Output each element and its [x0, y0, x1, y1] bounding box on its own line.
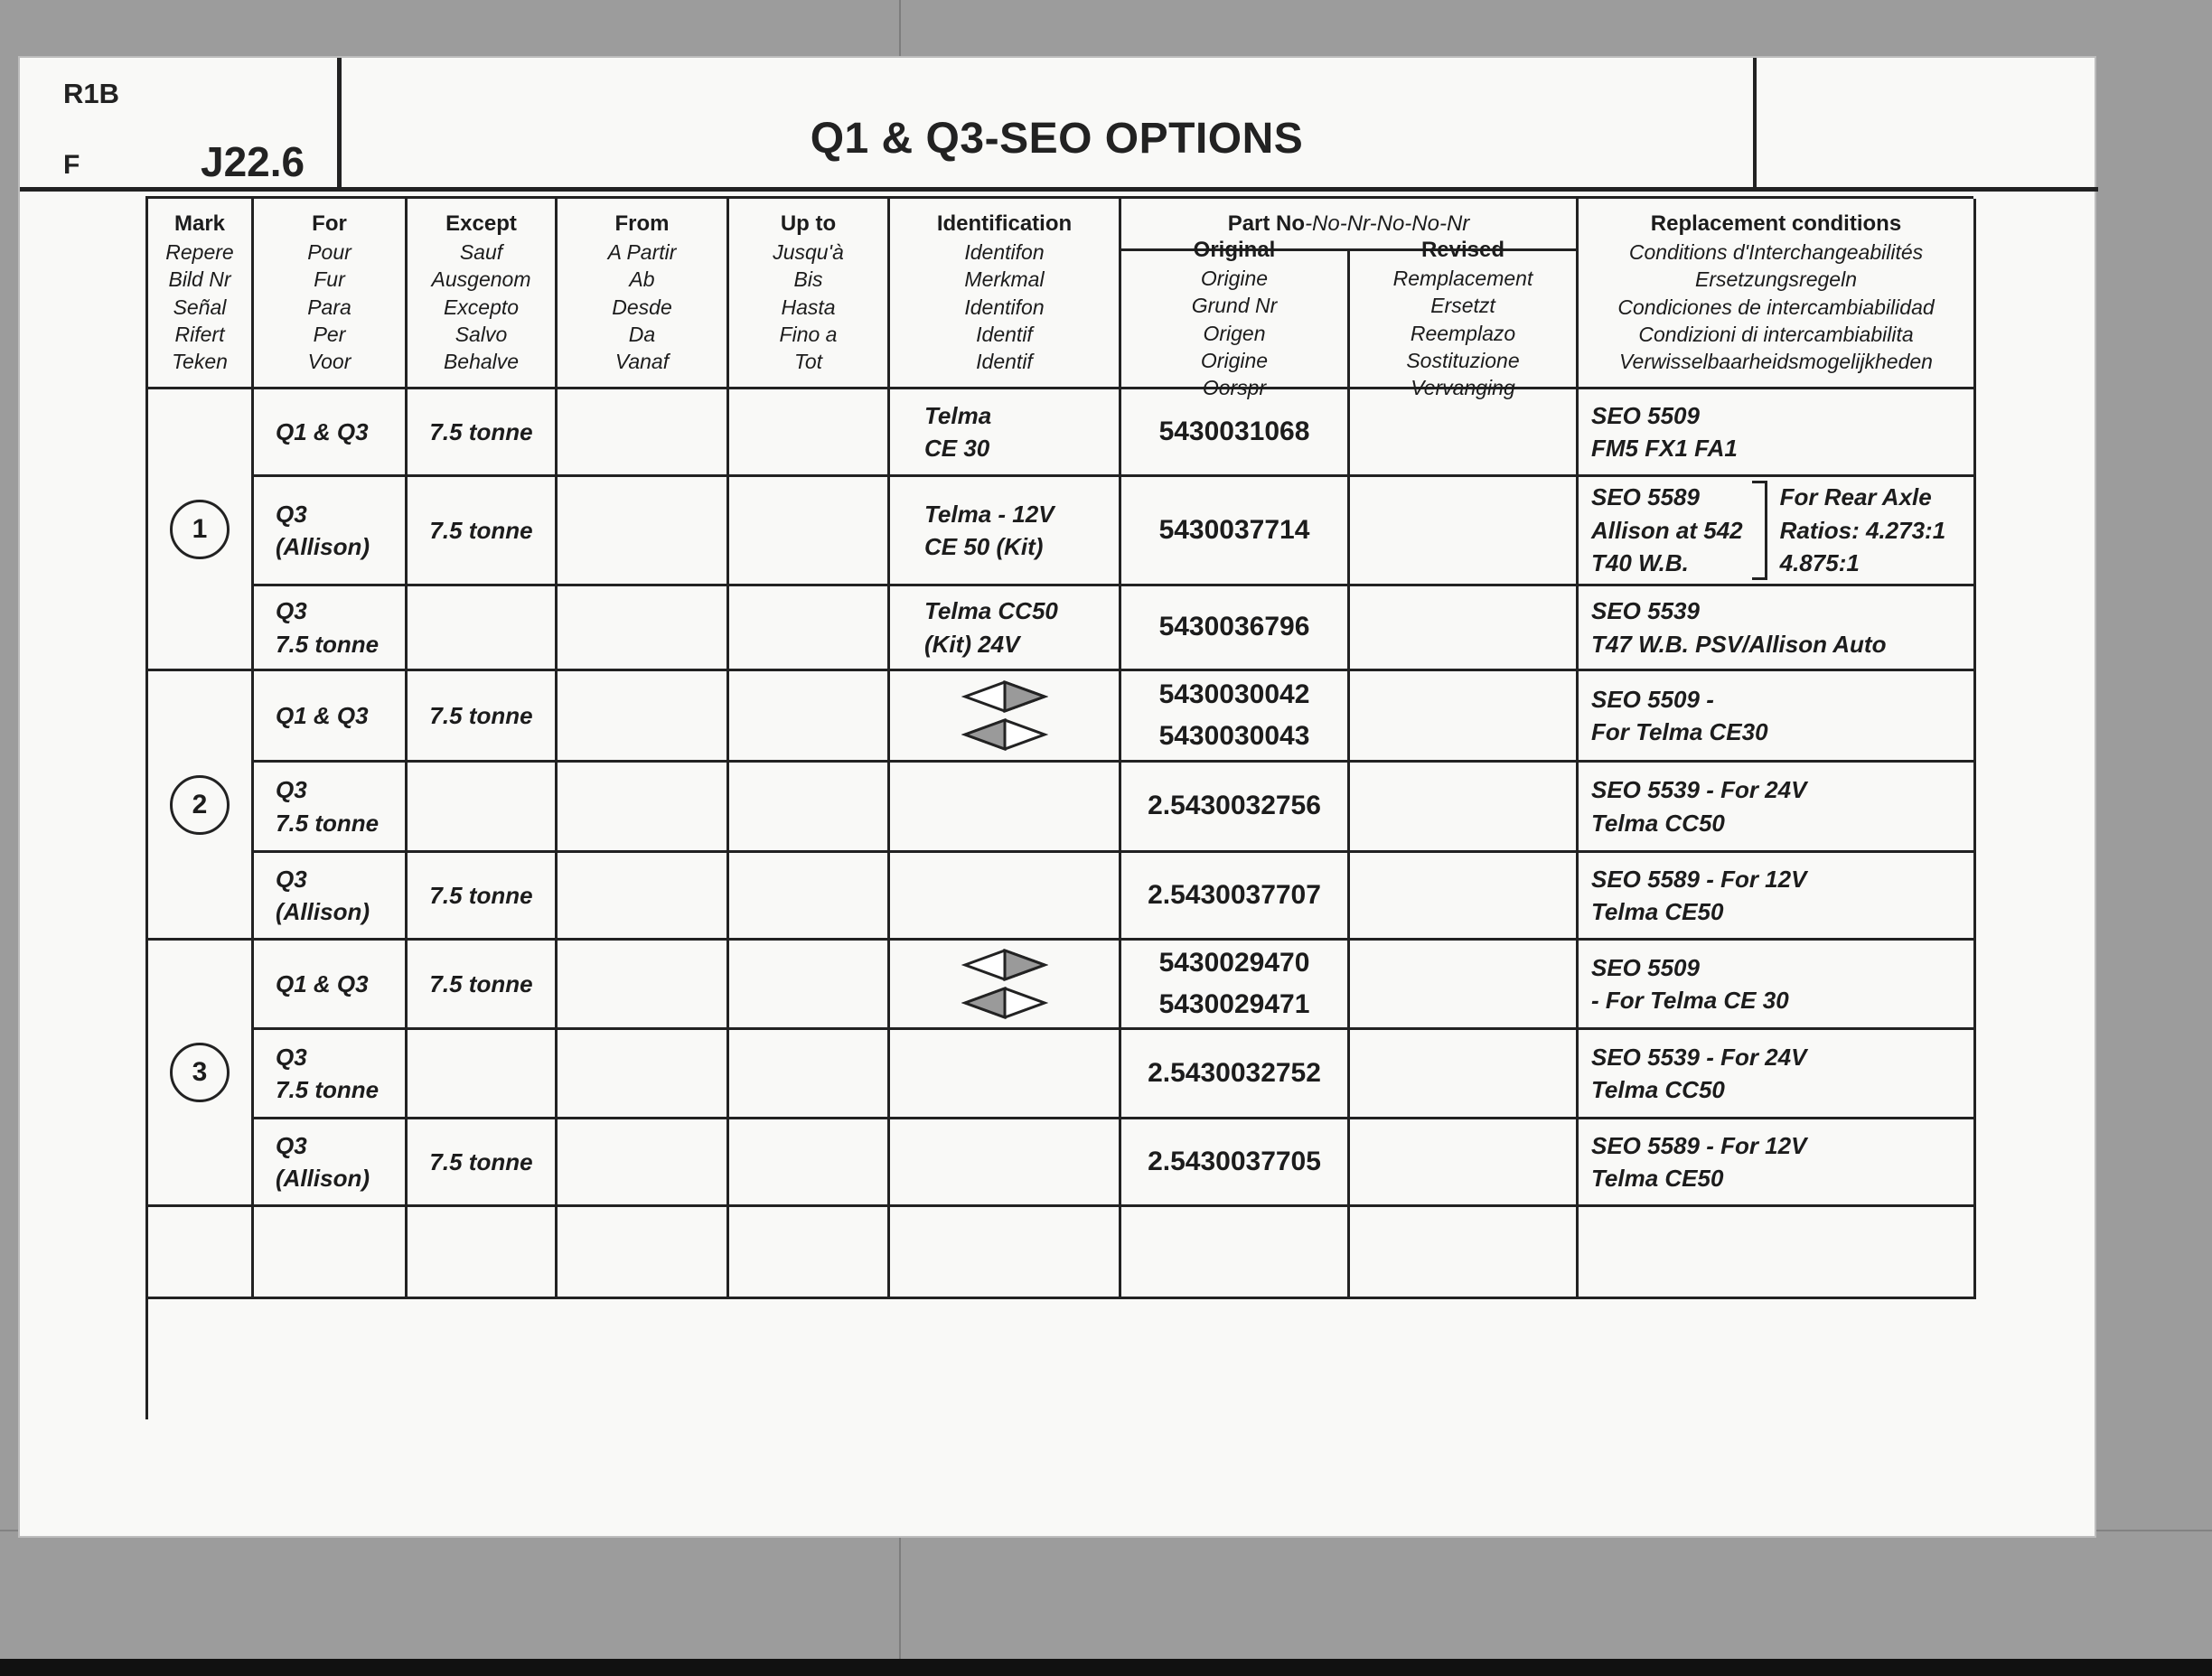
original-part-number-cell: [1121, 671, 1350, 763]
replacement-condition-cell: [1579, 763, 1976, 853]
identification-cell: [890, 763, 1121, 853]
revised-part-number-cell: [1350, 586, 1579, 671]
column-header-title: Revised: [1420, 238, 1505, 263]
column-header-translation: Identifon: [964, 295, 1045, 319]
replacement-condition-text: SEO 5539 - For 24V: [1591, 776, 1807, 804]
from-cell: [558, 1030, 729, 1119]
replacement-condition-text: - For Telma CE 30: [1591, 987, 1789, 1014]
column-header-title: Mark: [173, 211, 226, 237]
for-text: Q3: [276, 1043, 307, 1071]
column-header-translation: Excepto: [443, 295, 520, 319]
column-header-translation: Merkmal: [964, 267, 1045, 292]
column-header-translation: Remplacement: [1392, 266, 1533, 290]
part-number: 5430030042: [1158, 679, 1310, 709]
for-text: Q3: [276, 500, 307, 528]
replacement-condition-text: For Rear Axle: [1779, 483, 1932, 511]
column-header-title: Except: [445, 211, 517, 237]
for-text: Q3: [276, 776, 307, 804]
original-part-number-cell: [1121, 763, 1350, 853]
scan-border: [0, 1659, 2212, 1676]
section-number: J22.6: [201, 138, 305, 185]
identification-diamond-icon: [961, 987, 1048, 1019]
part-number: 2.5430037707: [1148, 879, 1321, 910]
for-cell: [254, 941, 408, 1030]
up-to-cell: [729, 763, 890, 853]
part-number: 5430030043: [1158, 721, 1310, 751]
part-number: 5430037714: [1158, 514, 1310, 545]
mark-circle: 3: [170, 1043, 230, 1102]
replacement-condition-text: Allison at 542: [1591, 516, 1743, 544]
language-code: F: [63, 150, 80, 180]
part-number: 2.5430032752: [1148, 1057, 1321, 1088]
original-part-number-cell: [1121, 941, 1350, 1030]
from-cell: [558, 941, 729, 1030]
for-text: Q1 & Q3: [276, 701, 369, 729]
identification-cell: [890, 477, 1121, 586]
column-header-translation: Hasta: [781, 295, 836, 319]
column-header-translation: Identif: [976, 323, 1033, 347]
identification-cell: [890, 1030, 1121, 1119]
except-cell: [408, 763, 558, 853]
identification-cell: [890, 671, 1121, 763]
column-header-translation: Identifon: [964, 239, 1045, 264]
diamond-pair-icon: [961, 680, 1048, 751]
column-header-translation: Desde: [612, 295, 672, 319]
replacement-condition-text: Telma CE50: [1591, 898, 1724, 925]
replacement-condition-cell: [1579, 671, 1976, 763]
replacement-condition-text: SEO 5589 - For 12V: [1591, 1131, 1807, 1159]
column-header-translation: A Partir: [607, 239, 677, 264]
column-header-translation: Repere: [165, 239, 234, 264]
from-cell: [558, 853, 729, 941]
for-cell: [254, 1030, 408, 1119]
empty-cell: [890, 1207, 1121, 1299]
identification-diamond-icon: [961, 680, 1048, 713]
empty-cell: [254, 1207, 408, 1299]
column-header-translation: Condizioni di intercambiabilita: [1638, 323, 1914, 347]
for-text: 7.5 tonne: [276, 1076, 380, 1103]
original-part-number-cell: [1121, 477, 1350, 586]
column-header-translation: Tot: [793, 350, 823, 374]
column-header-translation: Fino a: [779, 323, 838, 347]
column-header-title: Up to: [780, 211, 837, 237]
identification-cell: [890, 941, 1121, 1030]
mark-cell: [148, 389, 254, 671]
up-to-cell: [729, 389, 890, 477]
revised-part-number-cell: [1350, 1030, 1579, 1119]
column-header-title: Part No: [1227, 211, 1306, 236]
column-header-translation: Señal: [173, 295, 227, 319]
column-header-translation: Bis: [793, 267, 823, 292]
up-to-cell: [729, 1030, 890, 1119]
empty-cell: [408, 1207, 558, 1299]
column-header-translation: Vervanging: [1411, 376, 1515, 400]
from-cell: [558, 389, 729, 477]
column-header-translation: -No-Nr-No-No-Nr: [1305, 211, 1470, 236]
replacement-condition-text: Telma CE50: [1591, 1165, 1724, 1192]
for-cell: [254, 586, 408, 671]
except-cell: 7.5 tonne: [408, 853, 558, 941]
column-header-replacement-conditions: [1579, 199, 1976, 389]
empty-cell: [729, 1207, 890, 1299]
replacement-condition-text: SEO 5539: [1591, 597, 1700, 625]
from-cell: [558, 477, 729, 586]
column-header-translation: Ersetzt: [1430, 294, 1495, 318]
column-header-translation: Salvo: [455, 323, 508, 347]
replacement-condition-cell: [1579, 1119, 1976, 1207]
identification-text: CE 30: [924, 435, 990, 462]
except-cell: 7.5 tonne: [408, 941, 558, 1030]
except-cell: [408, 1030, 558, 1119]
part-number: 5430029471: [1158, 989, 1310, 1019]
empty-cell: [1350, 1207, 1579, 1299]
identification-text: Telma: [924, 401, 992, 429]
original-part-number-cell: [1121, 853, 1350, 941]
identification-diamond-icon: [961, 949, 1048, 981]
replacement-condition-text: SEO 5589 - For 12V: [1591, 865, 1807, 893]
from-cell: [558, 1119, 729, 1207]
parts-table: [145, 196, 1973, 1419]
column-header-revised: [1350, 238, 1579, 400]
column-header-from: [558, 199, 729, 389]
for-cell: [254, 671, 408, 763]
column-header-translation: Condiciones de intercambiabilidad: [1617, 295, 1935, 319]
header-reference-box: [20, 58, 342, 192]
replacement-condition-cell: [1579, 1030, 1976, 1119]
replacement-condition-text: SEO 5509: [1591, 953, 1700, 981]
column-header-translation: Grund Nr: [1191, 294, 1278, 318]
empty-cell: [558, 1207, 729, 1299]
revised-part-number-cell: [1350, 763, 1579, 853]
column-header-translation: Bild Nr: [168, 267, 231, 292]
for-text: Q1 & Q3: [276, 417, 369, 445]
up-to-cell: [729, 853, 890, 941]
for-cell: [254, 763, 408, 853]
column-header-translation: Origine: [1200, 349, 1269, 373]
part-number: 5430036796: [1158, 612, 1310, 642]
empty-cell: [1579, 1207, 1976, 1299]
replacement-condition-text: T40 W.B.: [1591, 549, 1689, 577]
diamond-pair-icon: [961, 949, 1048, 1019]
part-number: 5430029470: [1158, 947, 1310, 978]
revised-part-number-cell: [1350, 477, 1579, 586]
up-to-cell: [729, 941, 890, 1030]
identification-diamond-icon: [961, 718, 1048, 751]
for-text: 7.5 tonne: [276, 630, 380, 658]
replacement-condition-text: 4.875:1: [1779, 549, 1860, 577]
column-header-translation: Sostituzione: [1406, 349, 1520, 373]
column-header-translation: Reemplazo: [1410, 321, 1516, 345]
from-cell: [558, 671, 729, 763]
replacement-condition-left: [1591, 481, 1743, 579]
revised-part-number-cell: [1350, 671, 1579, 763]
for-text: Q3: [276, 597, 307, 625]
empty-cell: [1121, 1207, 1350, 1299]
column-header-part-no: [1121, 199, 1579, 251]
replacement-condition-text: SEO 5589: [1591, 483, 1700, 511]
page-title: Q1 & Q3-SEO OPTIONS: [810, 115, 1304, 163]
for-text: Q1 & Q3: [276, 969, 369, 997]
identification-cell: [890, 586, 1121, 671]
column-header-translation: Jusqu'à: [773, 239, 844, 264]
except-cell: 7.5 tonne: [408, 671, 558, 763]
identification-cell: [890, 853, 1121, 941]
for-text: Q3: [276, 865, 307, 893]
except-cell: 7.5 tonne: [408, 389, 558, 477]
column-header-title: Replacement conditions: [1650, 211, 1902, 237]
column-header-title: Identification: [936, 211, 1073, 237]
identification-text: (Kit) 24V: [924, 630, 1020, 658]
identification-cell: [890, 1119, 1121, 1207]
column-header-translation: Identif: [976, 350, 1033, 374]
column-header-translation: Verwisselbaarheidsmogelijkheden: [1619, 350, 1933, 374]
mark-cell: [148, 671, 254, 941]
column-header-translation: Ab: [629, 267, 655, 292]
column-header-translation: Teken: [172, 350, 228, 374]
original-part-number-cell: [1121, 586, 1350, 671]
replacement-condition-cell: [1579, 853, 1976, 941]
column-header-title: Original: [1193, 238, 1276, 263]
original-part-number-cell: [1121, 1030, 1350, 1119]
replacement-condition-text: For Telma CE30: [1591, 718, 1768, 745]
revised-part-number-cell: [1350, 389, 1579, 477]
for-cell: [254, 1119, 408, 1207]
for-text: (Allison): [276, 1165, 370, 1192]
revised-part-number-cell: [1350, 1119, 1579, 1207]
column-header-title: From: [614, 211, 670, 237]
empty-cell: [148, 1207, 254, 1299]
column-header-translation: Voor: [307, 350, 351, 374]
up-to-cell: [729, 586, 890, 671]
header-title-box: [342, 58, 1772, 192]
replacement-condition-cell: [1579, 477, 1976, 586]
mark-circle: 1: [170, 500, 230, 559]
for-cell: [254, 477, 408, 586]
mark-cell: [148, 941, 254, 1207]
except-cell: 7.5 tonne: [408, 1119, 558, 1207]
for-text: 7.5 tonne: [276, 809, 380, 837]
original-part-number-cell: [1121, 1119, 1350, 1207]
replacement-condition-text: Telma CC50: [1591, 809, 1725, 837]
for-text: Q3: [276, 1131, 307, 1159]
replacement-condition-text: Telma CC50: [1591, 1076, 1725, 1103]
part-number: 2.5430037705: [1148, 1146, 1321, 1176]
replacement-condition-cell: [1579, 941, 1976, 1030]
column-header-for: [254, 199, 408, 389]
column-header-mark: [148, 199, 254, 389]
revised-part-number-cell: [1350, 941, 1579, 1030]
column-header-translation: Da: [628, 323, 656, 347]
replacement-condition-text: SEO 5509: [1591, 401, 1700, 429]
identification-text: Telma CC50: [924, 597, 1058, 625]
revised-part-number-cell: [1350, 853, 1579, 941]
column-header-title: For: [312, 211, 347, 237]
reference-code: R1B: [63, 78, 120, 109]
column-header-identification: [890, 199, 1121, 389]
up-to-cell: [729, 671, 890, 763]
column-header-translation: Conditions d'Interchangeabilités: [1628, 239, 1924, 264]
replacement-condition-text: SEO 5539 - For 24V: [1591, 1043, 1807, 1071]
parts-sheet: [18, 56, 2096, 1538]
column-header-up-to: [729, 199, 890, 389]
column-header-original: [1121, 238, 1350, 400]
replacement-condition-cell: [1579, 586, 1976, 671]
column-header-translation: Rifert: [174, 323, 225, 347]
column-header-translation: Pour: [307, 239, 351, 264]
up-to-cell: [729, 1119, 890, 1207]
column-header-translation: Behalve: [443, 350, 520, 374]
except-cell: 7.5 tonne: [408, 477, 558, 586]
replacement-condition-text: SEO 5509 -: [1591, 685, 1714, 713]
up-to-cell: [729, 477, 890, 586]
except-cell: [408, 586, 558, 671]
replacement-condition-text: Ratios: 4.273:1: [1779, 516, 1946, 544]
original-part-number-cell: [1121, 389, 1350, 477]
header-blank-box: [1753, 58, 2098, 192]
from-cell: [558, 586, 729, 671]
column-header-translation: Vanaf: [614, 350, 670, 374]
from-cell: [558, 763, 729, 853]
replacement-condition-right: [1780, 481, 1946, 579]
for-text: (Allison): [276, 898, 370, 925]
column-header-translation: Sauf: [459, 239, 503, 264]
part-number: 2.5430032756: [1148, 791, 1321, 821]
column-header-translation: Origine: [1200, 266, 1269, 290]
mark-circle: 2: [170, 775, 230, 835]
identification-cell: [890, 389, 1121, 477]
replacement-condition-cell: [1579, 389, 1976, 477]
replacement-condition-text: T47 W.B. PSV/Allison Auto: [1591, 630, 1887, 658]
column-header-translation: Ersetzungsregeln: [1695, 267, 1857, 292]
brace-bracket: [1752, 481, 1767, 580]
identification-text: CE 50 (Kit): [924, 533, 1044, 560]
for-cell: [254, 853, 408, 941]
replacement-condition-text: FM5 FX1 FA1: [1591, 435, 1738, 462]
column-header-translation: Fur: [314, 267, 345, 292]
for-text: (Allison): [276, 533, 370, 560]
part-number: 5430031068: [1158, 416, 1310, 446]
column-header-except: [408, 199, 558, 389]
column-header-translation: Per: [313, 323, 346, 347]
identification-text: Telma - 12V: [924, 500, 1054, 528]
column-header-translation: Origen: [1203, 321, 1266, 345]
column-header-translation: Ausgenom: [431, 267, 531, 292]
column-header-translation: Oorspr: [1202, 376, 1267, 400]
column-header-translation: Para: [307, 295, 351, 319]
for-cell: [254, 389, 408, 477]
